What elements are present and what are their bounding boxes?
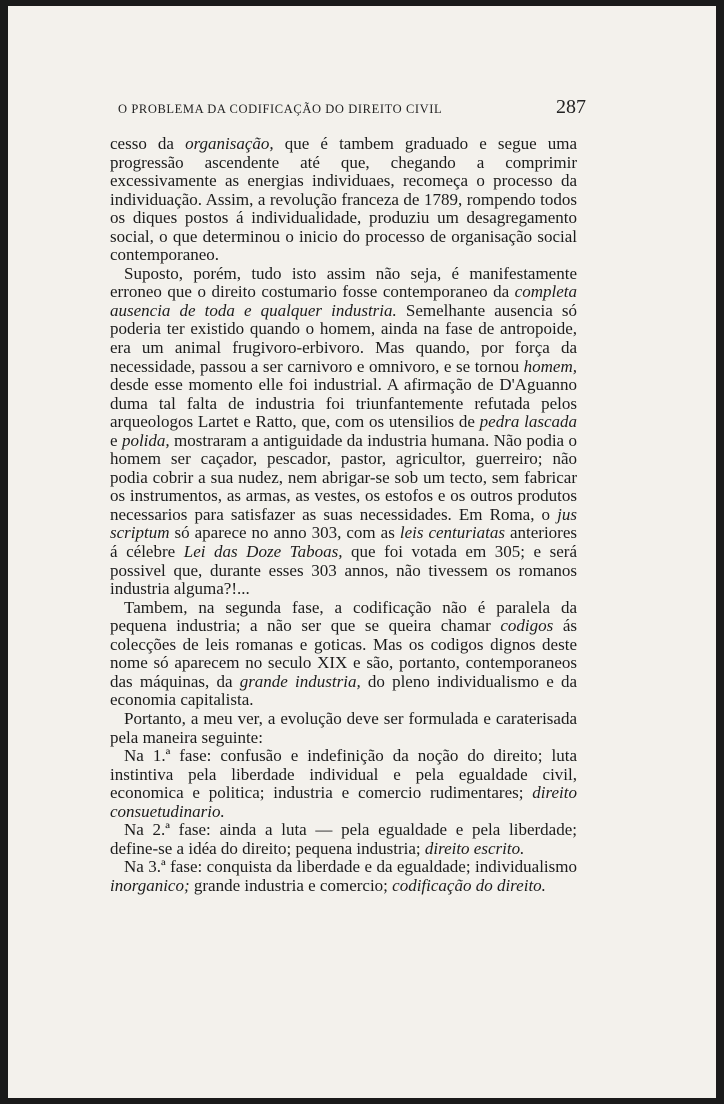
paragraph [110,599,577,710]
text-run: Semelhante ausencia só poderia ter existido quando o homem, ainda na fase de antropoide, era um animal frugivoro-erbivoro. Mas quando, por força da necessidade, passou a ser carnivoro e omnivoro, e se tornou [110,300,577,376]
text-run: Na 1.ª fase: confusão e indefinição da noção do direito; luta instintiva pela liberdade individual e pela egualdade civil, economica e politica; industria e comercio rudimentares; [110,746,577,803]
italic-text: direito escrito. [424,838,525,858]
italic-text: pedra lascada [479,412,577,432]
text-run: que foi votada em 305; e será possivel que, durante esses 303 annos, não tivessem os romanos industria alguma?!... [110,542,577,599]
paragraph [110,821,577,858]
italic-text: direito consuetudinario. [110,783,577,821]
text-run: anteriores á célebre [110,523,578,562]
text-run: Na 3.ª fase: conquista da liberdade e da egualdade; individualismo [124,857,577,877]
running-title: O PROBLEMA DA CODIFICAÇÃO DO DIREITO CIVIL [118,102,443,116]
italic-text: codificação do direito. [392,875,546,895]
paragraph [110,135,577,265]
italic-text: leis centuriatas [399,523,505,543]
italic-text: homem, [523,356,577,376]
italic-text: grande industria, [239,671,361,691]
text-run: Tambem, na segunda fase, a codificação não é paralela da pequena industria; a não ser que se queira chamar [110,597,577,636]
paragraph [110,265,577,599]
italic-text: codigos [500,616,554,636]
text-run: e [110,430,122,450]
italic-text: Lei das Doze Taboas, [183,542,343,562]
text-run: Na 2.ª fase: ainda a luta — pela egualdade e pela liberdade; define-se a idéa do direito; pequena industria; [110,820,577,858]
italic-text: inorganico; [110,875,190,895]
text-run: Portanto, a meu ver, a evolução deve ser formulada e caraterisada pela maneira seguinte: [110,708,577,747]
text-run: desde esse momento elle foi industrial. A afirmação de D'Aguanno duma tal falta de industria foi triunfantemente refutada pelos arqueologos Lartet e Ratto, que, com os utensilios de [110,375,577,432]
text-run: do pleno individualismo e da economia capitalista. [110,671,578,710]
text-run: só aparece no anno 303, com as [169,523,400,543]
page-number: 287 [556,96,586,118]
text-run: cesso da [110,134,186,153]
italic-text: jus scriptum [110,504,577,543]
running-header [118,96,586,119]
paragraph [110,747,577,821]
body-text [110,135,577,895]
text-run: grande industria e comercio; [189,875,393,895]
text-run: mostraram a antiguidade da industria humana. Não podia o homem ser caçador, pescador, pastor, agricultor, guerreiro; não podia cobrir a sua nudez, nem abrigar-se sob um tecto, sem fabricar os instrumentos, as armas, as vestes, os estofos e os outros produtos necessarios para satisfazer as suas necessidades. Em Roma, o [110,430,577,524]
text-run: Suposto, porém, tudo isto assim não seja, é manifestamente erroneo que o direito costumario fosse contemporaneo da [110,263,577,302]
italic-text: organisação, [185,134,274,153]
italic-text: polida, [121,430,170,450]
text-run: que é tambem graduado e segue uma progressão ascendente até que, chegando a comprimir excessivamente as energias individuaes, recomeça o processo da individuação. Assim, a revolução franceza de 1789, rompendo todos os diques postos á individualidade, produziu um desagregamento social, o que determinou o inicio do processo de organisação social contemporaneo. [110,134,577,265]
italic-text: completa ausencia de toda e qualquer industria. [110,282,577,320]
book-page [8,6,716,1098]
paragraph [110,710,577,747]
paragraph [110,858,577,895]
text-run: ás colecções de leis romanas e goticas. Mas os codigos dignos deste nome só aparecem no seculo XIX e são, portanto, contemporaneos das máquinas, da [110,616,577,691]
